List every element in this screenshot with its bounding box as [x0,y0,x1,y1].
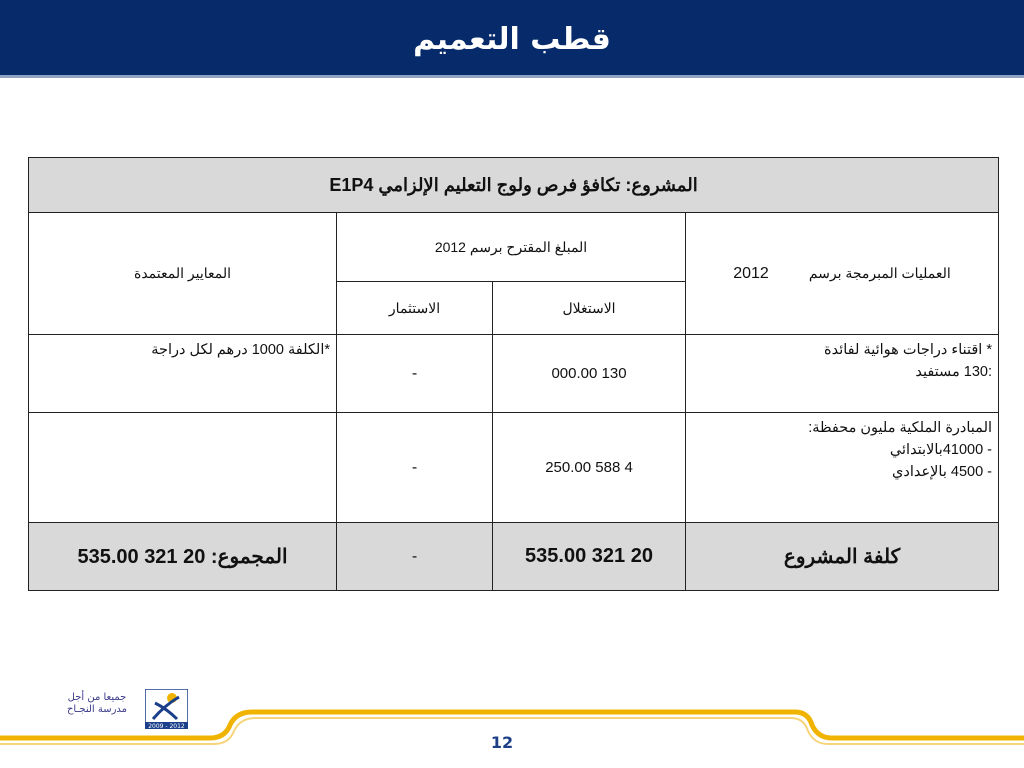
criteria-header-cell [29,213,337,335]
slide-title: قطب التعميم [413,22,611,57]
operations-cell [686,413,999,523]
total-criteria-cell [29,523,337,591]
project-title: المشروع: تكافؤ فرص ولوج التعليم الإلزامي E1P4 [329,174,698,195]
criteria-cell [29,413,337,523]
criteria-text: *الكلفة 1000 درهم لكل دراجة [151,342,331,358]
amount-header: المبلغ المقترح برسم 2012 [434,238,588,255]
logo-text-line: جميعا من أجل [67,692,127,703]
total-row [29,523,999,591]
logo-text-line: مدرسة النجـاح [66,704,128,715]
operation-line: - 4500 بالإعدادي [892,464,993,480]
logo-years: 2009 - 2012 [148,723,185,730]
total-exploitation-cell [493,523,686,591]
project-title-cell [29,158,999,213]
total-label-cell [686,523,999,591]
operation-line: * اقتناء دراجات هوائية لفائدة [824,342,993,358]
title-bar [0,0,1024,78]
total-label: كلفة المشروع [783,546,901,568]
total-investment-cell: - [337,523,493,591]
investment-cell: - [337,413,493,523]
table-row [29,413,999,523]
operation-line: :130 مستفيد [915,364,993,380]
criteria-cell [29,335,337,413]
investment-header-cell [337,282,493,335]
investment-cell: - [337,335,493,413]
investment-header: الاستثمار [388,299,441,316]
exploitation-cell: 4 588 250.00 [493,413,686,523]
criteria-header: المعايير المعتمدة [134,265,232,281]
operation-line: - 41000بالابتدائي [889,442,993,458]
amount-header-cell [337,213,686,282]
operations-cell [686,335,999,413]
total-criteria: المجموع: 20 321 535.00 [77,546,288,568]
exploitation-header: الاستغلال [562,299,616,316]
operations-header-label: العمليات المبرمجة برسم [808,265,951,281]
exploitation-header-cell [493,282,686,335]
operations-header-cell [686,213,999,335]
operation-line: المبادرة الملكية مليون محفظة: [808,420,993,436]
total-exploitation: 20 321 535.00 [525,545,653,567]
operations-header-year: 2012 [733,264,769,282]
project-table [28,157,999,591]
table-row [29,335,999,413]
exploitation-cell: 130 000.00 [493,335,686,413]
page-number: 12 [490,733,514,752]
school-logo-text [52,692,142,716]
